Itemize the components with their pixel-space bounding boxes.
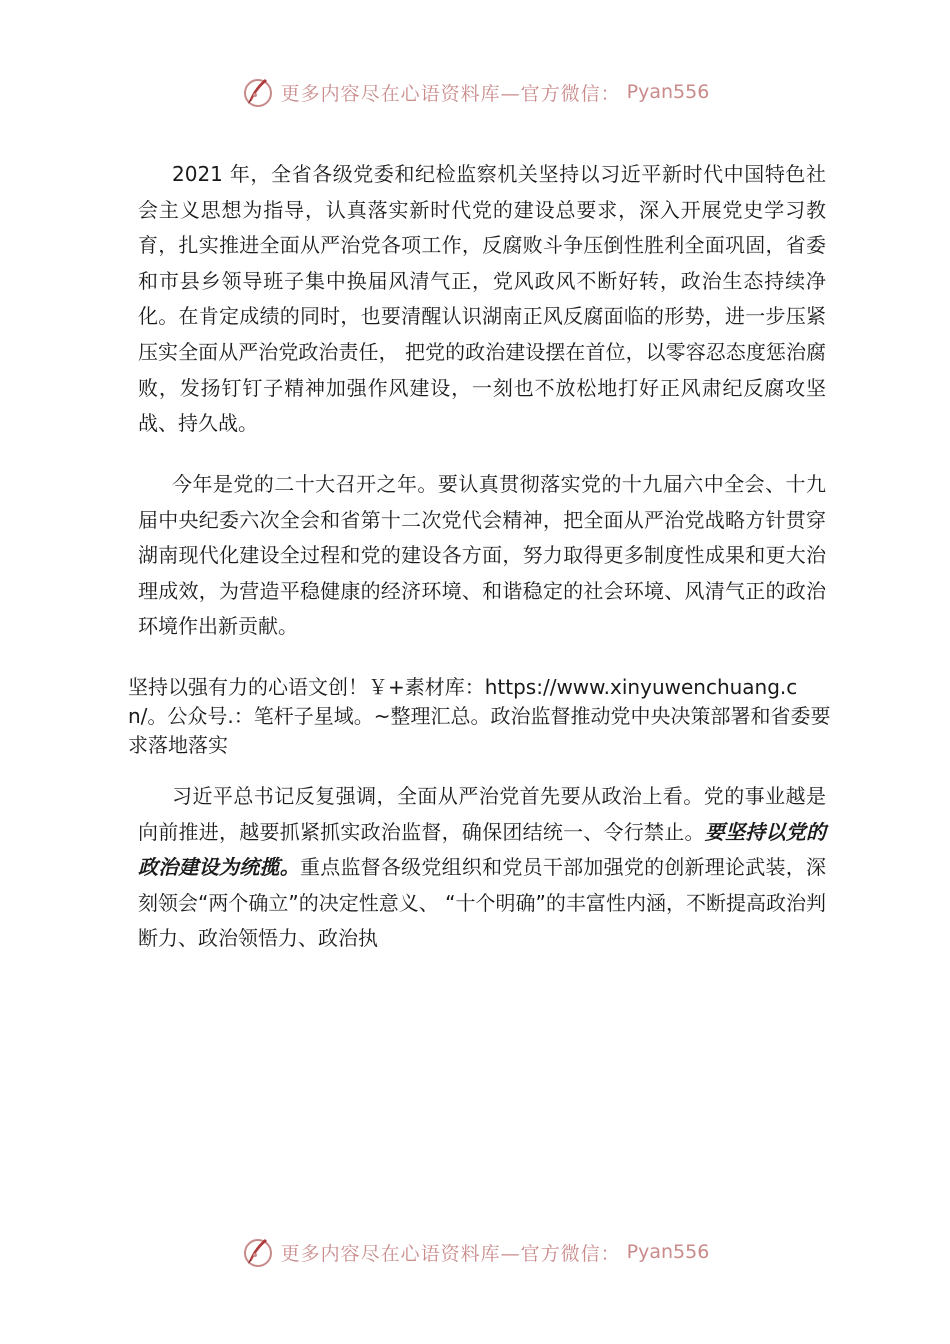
paragraph-3-end: 重点监督各级党组织和党员干部加强党的创新理论武装，深刻领会“两个确立”的决定性意义、 “十个明确”的丰富性内涵，不断提高政治判断力、政治领悟力、政治执 xyxy=(138,855,827,951)
header-watermark xyxy=(0,72,950,112)
paragraph-3-emphasis: 要坚持以党的政治建设为统揽。 xyxy=(138,819,827,880)
footer-watermark xyxy=(0,1232,950,1272)
body-paragraph-1: 2021 年，全省各级党委和纪检监察机关坚持以习近平新时代中国特色社会主义思想为指导，认真落实新时代党的建设总要求，深入开展党史学习教育，扎实推进全面从严治党各项工作，反腐败斗争压倒性胜利全面巩固，省委和市县乡领导班子集中换届风清气正，党风政风不断好转，政治生态持续净化。在肯定成绩的同时，也要清醒认识湖南正风反腐面临的形势，进一步压紧压实全面从严治党政治责任， 把党的政治建设摆在首位，以零容忍态度惩治腐败，发扬钉钉子精神加强作风建设，一刻也不放松地打好正风肃纪反腐攻坚战、持久战。 xyxy=(138,162,826,436)
quill-pen-circle-icon xyxy=(241,75,275,109)
body-paragraph-3 xyxy=(138,779,826,957)
quill-pen-circle-icon xyxy=(241,1235,275,1269)
header-watermark-code: Pyan556 xyxy=(626,81,710,103)
paragraph-3-start: 习近平总书记反复强调，全面从严治党首先要从政治上看。党的事业越是向前推进，越要抓紧抓实政治监督，确保团结统一、令行禁止。 xyxy=(138,784,826,844)
footer-watermark-text: 更多内容尽在心语资料库—官方微信： xyxy=(280,1242,621,1265)
header-watermark-text: 更多内容尽在心语资料库—官方微信： xyxy=(280,82,621,105)
body-paragraph-2: 今年是党的二十大召开之年。要认真贯彻落实党的十九届六中全会、十九届中央纪委六次全会和省第十二次党代会精神，把全面从严治党战略方针贯穿湖南现代化建设全过程和党的建设各方面，努力取得更多制度性成果和更大治理成效，为营造平稳健康的经济环境、和谐稳定的社会环境、风清气正的政治环境作出新贡献。 xyxy=(138,472,826,639)
footer-watermark-code: Pyan556 xyxy=(626,1241,710,1263)
promo-block: 坚持以强有力的心语文创！￥+素材库：https://www.xinyuwenchuang.cn/。公众号.：笔杆子星域。~整理汇总。政治监督推动党中央决策部署和省委要求落地落实 xyxy=(128,675,831,757)
